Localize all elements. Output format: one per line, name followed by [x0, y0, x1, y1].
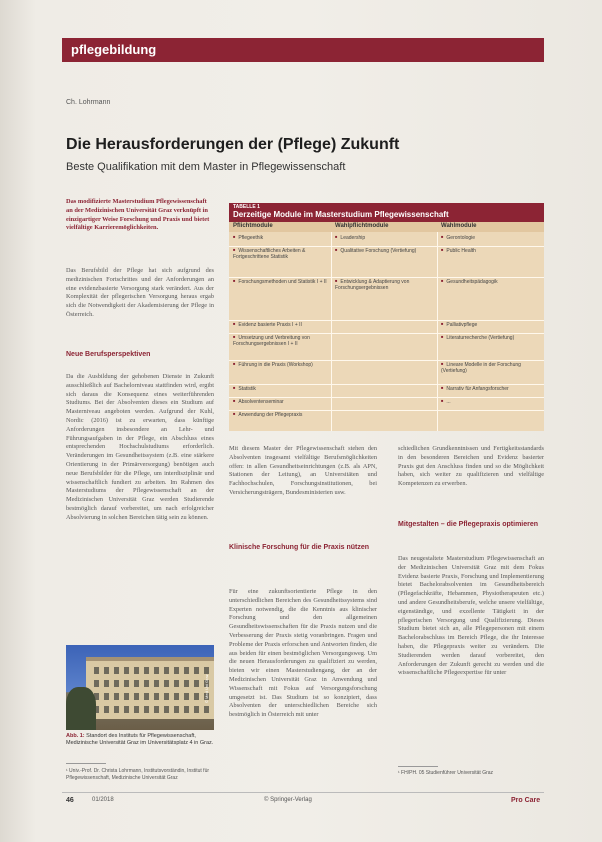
section-heading-3: Mitgestalten – die Pflegepraxis optimieren	[398, 521, 539, 528]
table-cell: ■ Literaturrecherche (Vertiefung)	[441, 335, 541, 341]
section-label: pflegebildung	[71, 42, 157, 57]
building-window	[194, 706, 199, 713]
caption-text: Standort des Instituts für Pflegewissenschaft, Medizinische Universität Graz im Universitätsplatz 4 in Graz.	[66, 733, 214, 746]
building-window	[144, 680, 149, 687]
building-window	[174, 680, 179, 687]
publisher: © Springer-Verlag	[264, 797, 312, 803]
table-cell: ■ Entwicklung & Adaptierung von Forschungsergebnissen	[335, 279, 433, 291]
building-window	[164, 680, 169, 687]
building-window	[104, 667, 109, 674]
footnote-author: ¹ Univ.-Prof. Dr. Christa Lohrmann, Institutsvorständin, Institut für Pflegewissenschaft, Medizinische Universität Graz	[66, 768, 210, 781]
table-cell: ■ Statistik	[233, 386, 327, 392]
column2-paragraph2: Für eine zukunftsorientierte Pflege in den unterschiedlichen Bereichen des Gesundheitssystems sind Experten notwendig, die die Kenntnis aus klinischer Forschung und den allgemeinen Gesundheitswissenschaften für die Praxis nutzen und die Verbesserung der Praxis stetig voranbringen. Fragen und Probleme der Praxis erforschen und Antworten finden, die aus beiden für einen bestmöglichen Versorgungsweg. Um die neuen Herausforderungen zu qualifiziert zu werden, bieten wir einen Masterstudiengang, der an der Medizinischen Universität Graz in Anwendung und Wissenschaft mit Fokus auf Versorgungsforschung umgesetzt ist. Das Studium ist so konzipiert, dass Absolventen der unterschiedlichen Bereiche sich bestmöglich in Österreich mit unter	[229, 588, 377, 719]
article-lead: Das modifizierte Masterstudium Pflegewissenschaft an der Medizinischen Universität Graz verknüpft in einzigartiger Weise Forschung und Praxis und bietet vielfältige Karrieremöglichkeiten.	[66, 198, 210, 232]
building-window	[124, 706, 129, 713]
table-cell: ■ Pflegeethik	[233, 235, 327, 241]
building-window	[134, 680, 139, 687]
column3-paragraph1: schiedlichen Grundkenntnissen und Fertigkeitsstandards in den besonderen Bereichen und Evidenz basierter Praxis gut den Anschluss finden und so die Möglichkeit haben, sich weiter zu qualifizieren und vielfältige Kompetenzen zu erwerben.	[398, 445, 544, 488]
table-row-divider	[229, 384, 544, 385]
author-name: Ch. Lohrmann	[66, 99, 111, 106]
building-window	[144, 667, 149, 674]
table-row-divider	[229, 410, 544, 411]
building-window	[124, 693, 129, 700]
table-cell: ■ Lineare Modelle in der Forschung (Vertiefung)	[441, 362, 541, 374]
building-window	[154, 680, 159, 687]
table-cell: ■ Absolventenseminar	[233, 399, 327, 405]
magazine-name: Pro Care	[511, 797, 541, 804]
footnote-rule	[398, 766, 438, 767]
column1-paragraph2: Da die Ausbildung der gehobenen Dienste in Zukunft ausschließlich auf Bachelorniveau stattfinden wird, ergibt sich daraus die Konsequenz eines weiterführenden Studiums. Bei der Absolventen dieses ein Studium auf Masterniveau angeboten werden. Aufgrund der Kuhl, Nordic (2016) ist zu erwarten, dass künftige Anforderungen insbesondere an Lehr- und Führungsaufgaben in der Pflege, ein Abschluss eines entsprechenden Hochschulstudiums erforderlich. Veränderungen im Gesundheitssystem (z.B. eine stärkere Orientierung in der Primärversorgung) benötigen auch neue Berufsbilder für die Pflege, um interdisziplinär und wissenschaftlich fundiert zu arbeiten. Im Rahmen des Masterstudiums der Pflegewissenschaft an der Medizinischen Universität Graz werden Studierende bestmöglich darauf vorbereitet, um nach erfolgreicher Absolvierung in solchen Bereichen tätig sein zu können.	[66, 373, 214, 521]
building-window	[174, 693, 179, 700]
table-divider	[437, 232, 438, 431]
table-cell: ■ Evidenz basierte Praxis I + II	[233, 322, 327, 328]
building-window	[184, 680, 189, 687]
building-window	[194, 667, 199, 674]
building-window	[204, 706, 209, 713]
table-cell: ■ Forschungsmethoden und Statistik I + II	[233, 279, 327, 285]
building-window	[174, 706, 179, 713]
building-window	[124, 667, 129, 674]
building-window	[94, 667, 99, 674]
section-heading-2: Klinische Forschung für die Praxis nützen	[229, 544, 370, 551]
building-window	[144, 693, 149, 700]
building-window	[104, 706, 109, 713]
table-cell: ■ Qualitative Forschung (Vertiefung)	[335, 248, 433, 254]
building-window	[184, 693, 189, 700]
table-row-divider	[229, 320, 544, 321]
article-subtitle: Beste Qualifikation mit dem Master in Pflegewissenschaft	[66, 161, 346, 173]
building-window	[204, 667, 209, 674]
page-number: 46	[66, 797, 74, 804]
table-cell: ■ Narrativ für Anfangsforscher	[441, 386, 541, 392]
footnote-reference: ¹ FH/PH. 05 Studienführer Universität Graz	[398, 770, 494, 776]
column3-paragraph2: Das neugestaltete Masterstudium Pflegewissenschaft an der Medizinischen Universität Graz mit dem Fokus Evidenz basierte Praxis, Forschung und Implementierung bietet Bachelorabsolventen im Gesundheitsbereich (Pflegefachkräfte, Hebammen, Physiotherapeuten etc.) und andere Gesundheitsberufe, welche unsere vielfältige, eigenständige, und exzellente Tätigkeit in der pflegerischen Versorgung und Qualifizierung. Dieses Studium bietet sich an, alle Pflegepersonen mit einem Bachelorabschluss im Bereich Pflege, die ihr Interesse haben, die Pflegepraxis weiter zu verändern. Die Studierenden werden darauf vorbereitet, den Anforderungen der Zukunft gerecht zu werden und die wissenschaftliche Pflegeexpertise für unter	[398, 555, 544, 677]
building-window	[184, 706, 189, 713]
modules-table	[229, 203, 544, 431]
table-cell: ■ Führung in die Praxis (Workshop)	[233, 362, 327, 368]
table-col-header-mandatory: Pflichtmodule	[233, 223, 273, 229]
table-col-header-optional: Wahlmodule	[441, 223, 477, 229]
building-window	[164, 693, 169, 700]
building-window	[114, 680, 119, 687]
table-row-divider	[229, 397, 544, 398]
table-tag: TABELLE 1	[233, 204, 260, 210]
building-window	[174, 667, 179, 674]
building-window	[114, 706, 119, 713]
article-title: Die Herausforderungen der (Pflege) Zukunft	[66, 136, 400, 153]
table-cell: ■ Public Health	[441, 248, 541, 254]
building-window	[134, 667, 139, 674]
column2-paragraph1: Mit diesem Master der Pflegewissenschaft stehen den Absolventen insgesamt vielfältige Berufsmöglichkeiten offen: in allen Gesundheitseinrichtungen (z.B. als APN, Stationen der Leitung), an Universitäten und Fachhochschulen, Forschungsinstitutionen, bei Versicherungsträgern, Bundesministerien usw.	[229, 445, 377, 496]
table-cell: ■ ...	[441, 399, 541, 405]
table-cell: ■ Palliativpflege	[441, 322, 541, 328]
table-header	[229, 203, 544, 222]
building-window	[104, 693, 109, 700]
building-window	[144, 706, 149, 713]
building-window	[154, 706, 159, 713]
table-divider	[331, 232, 332, 431]
building-window	[134, 706, 139, 713]
building-window	[114, 693, 119, 700]
table-cell: ■ Wissenschaftliches Arbeiten & Fortgeschrittene Statistik	[233, 248, 327, 260]
building-photo	[66, 645, 214, 730]
table-column-headers	[229, 222, 544, 232]
building-window	[124, 680, 129, 687]
building-window	[114, 667, 119, 674]
caption-label: Abb. 1:	[66, 733, 85, 739]
building-window	[104, 680, 109, 687]
building-window	[164, 706, 169, 713]
building-window	[194, 693, 199, 700]
table-cell: ■ Leadership	[335, 235, 433, 241]
table-row-divider	[229, 333, 544, 334]
building-window	[94, 680, 99, 687]
table-cell: ■ Gerontologie	[441, 235, 541, 241]
building-window	[184, 667, 189, 674]
issue-date: 01/2018	[92, 797, 114, 803]
building-window	[194, 680, 199, 687]
photo-credit: © Med Uni Graz	[204, 674, 209, 703]
column1-paragraph1: Das Berufsbild der Pflege hat sich aufgrund des medizinischen Fortschrittes und der Anforderungen an eine evidenzbasierte Versorgung stark verändert. Aus der Komplexität der pflegerischen Versorgung heraus ergab sich die Notwendigkeit der Akademisierung der Pflege in Österreich.	[66, 267, 214, 318]
footnote-rule	[66, 763, 106, 764]
table-row-divider	[229, 246, 544, 247]
table-col-header-elective: Wahlpflichtmodule	[335, 223, 389, 229]
building-window	[164, 667, 169, 674]
section-heading-1: Neue Berufsperspektiven	[66, 351, 151, 358]
table-row-divider	[229, 360, 544, 361]
building-window	[134, 693, 139, 700]
table-cell: ■ Anwendung der Pflegepraxis	[233, 412, 327, 418]
figure-caption	[66, 733, 214, 747]
section-banner	[62, 38, 544, 62]
table-cell: ■ Umsetzung und Verbreitung von Forschungsergebnissen I + II	[233, 335, 327, 347]
building-window	[154, 693, 159, 700]
table-cell: ■ Gesundheitspädagogik	[441, 279, 541, 285]
table-title: Derzeitige Module im Masterstudium Pflegewissenschaft	[233, 210, 449, 219]
tree	[66, 687, 96, 730]
table-row-divider	[229, 277, 544, 278]
building-window	[154, 667, 159, 674]
footer-rule	[62, 792, 544, 793]
